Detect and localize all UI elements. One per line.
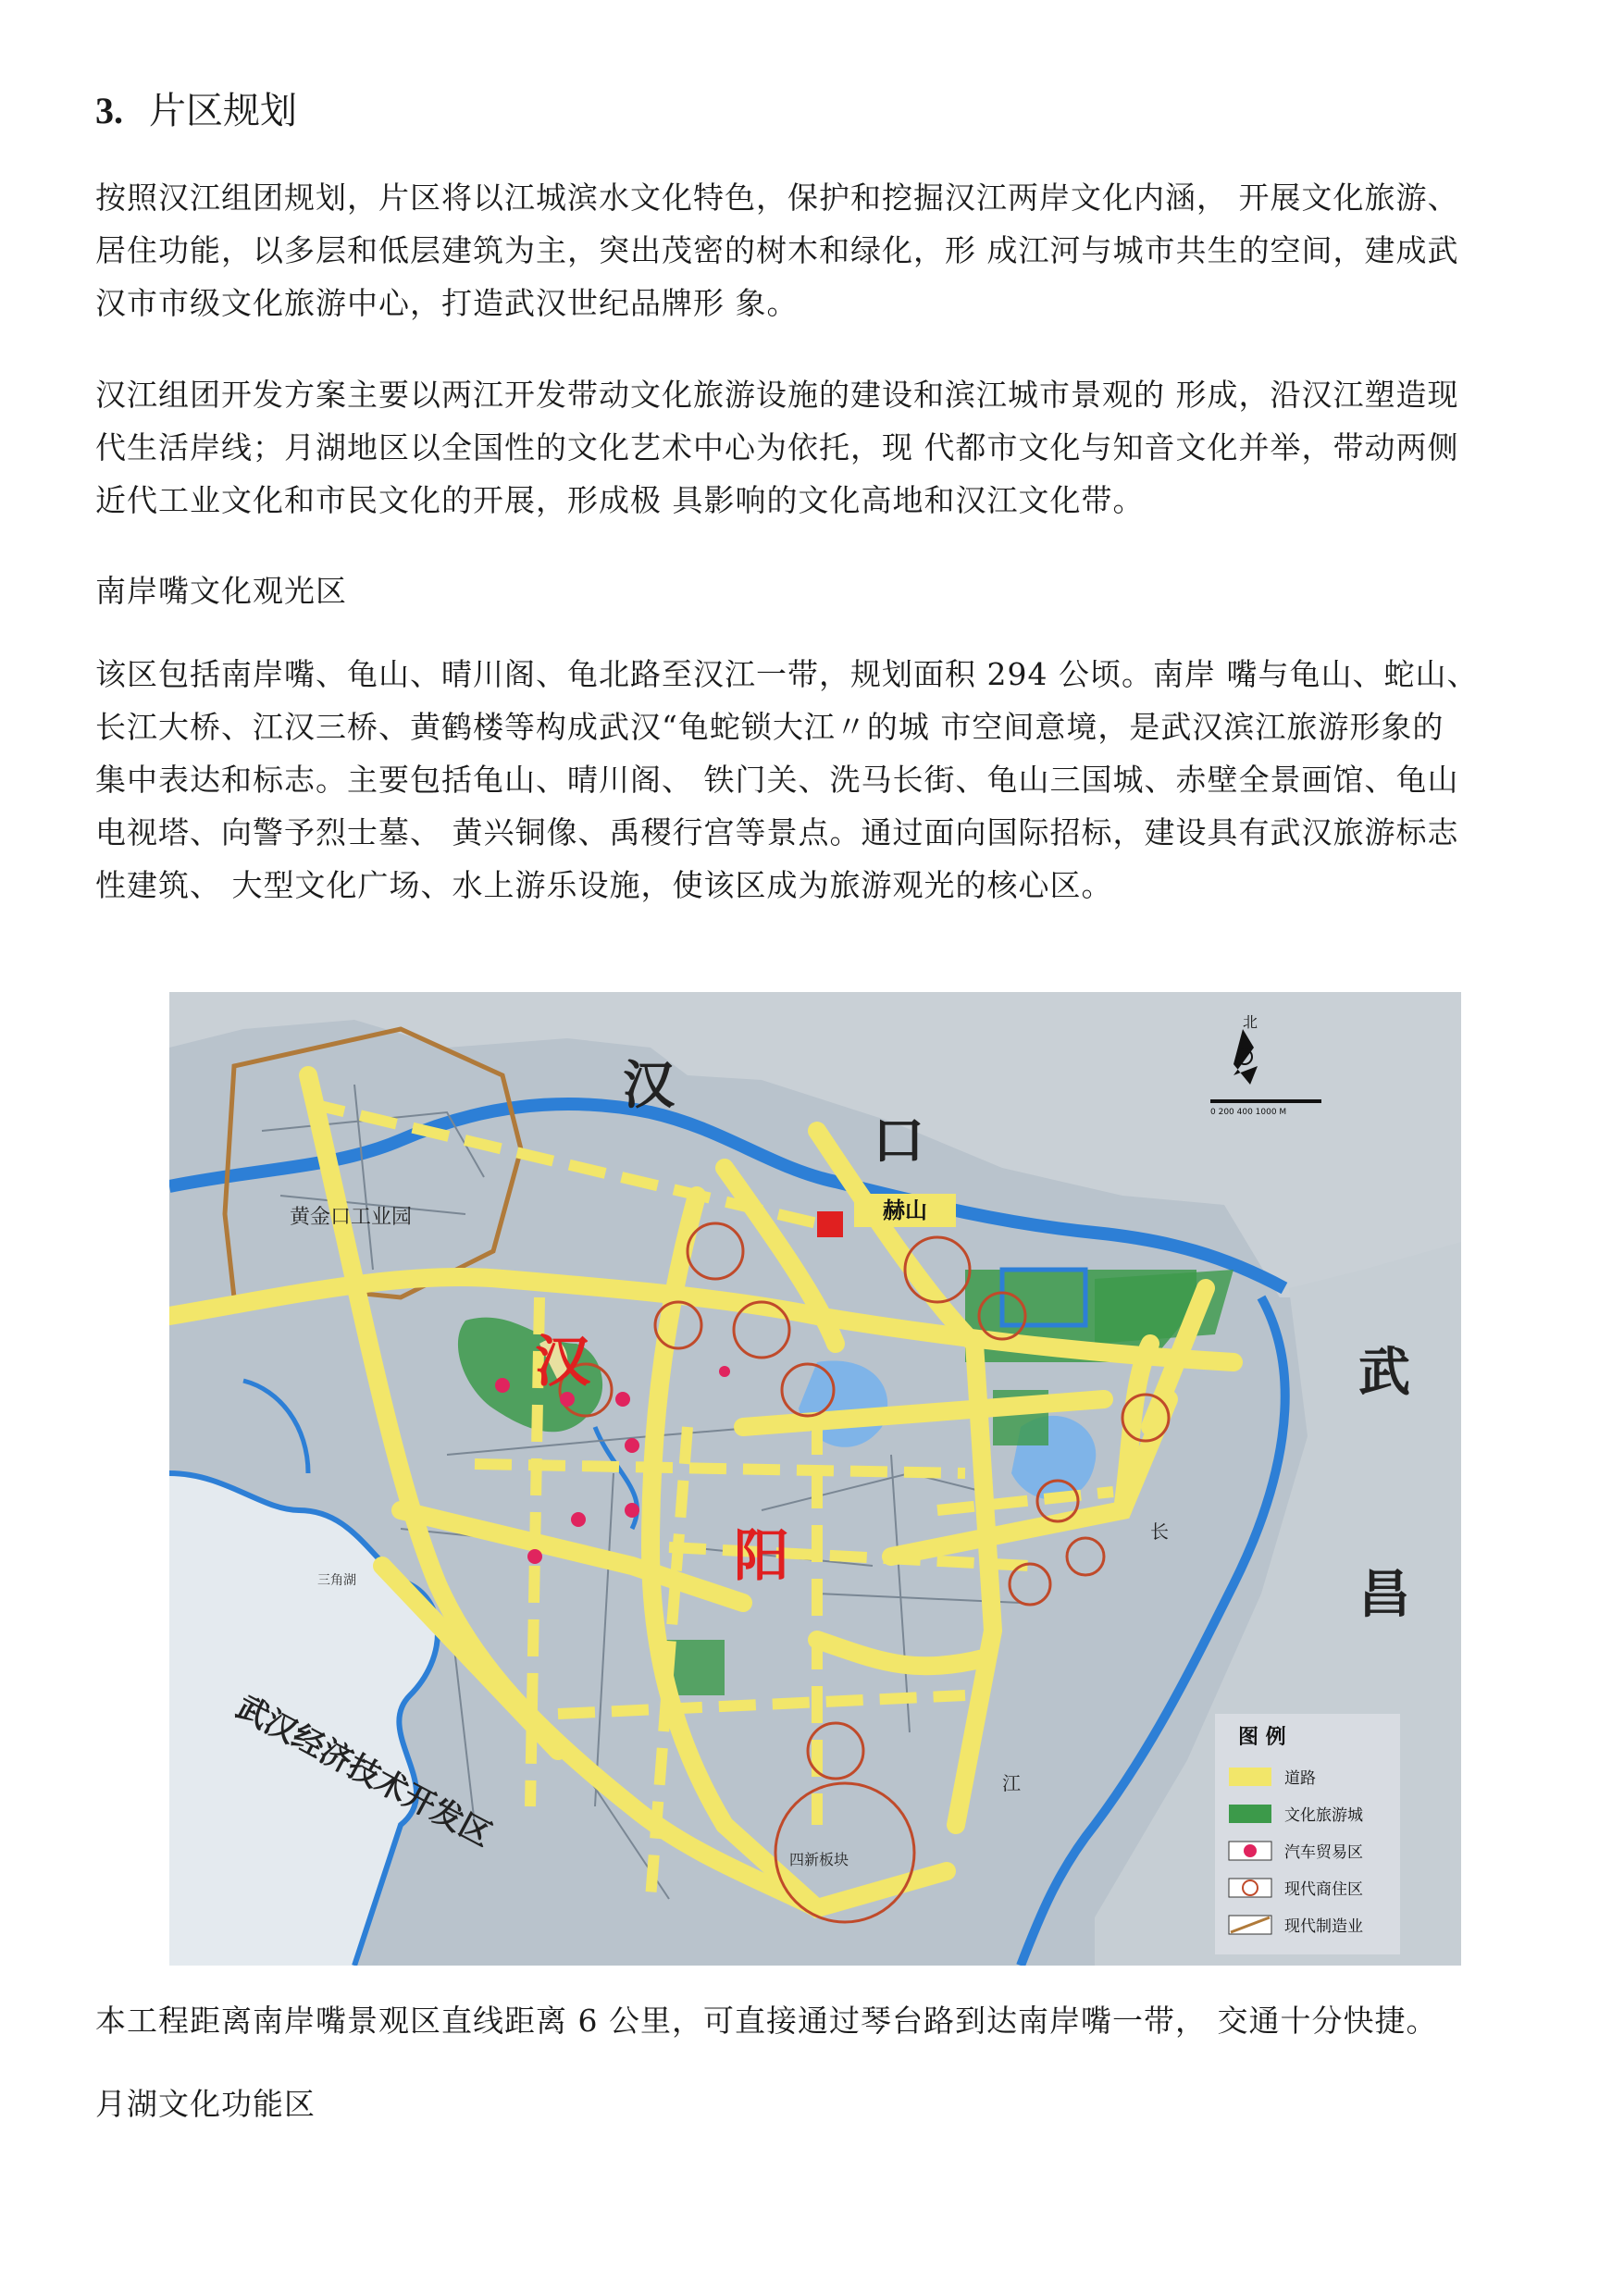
legend-item-auto [1229, 1842, 1363, 1862]
legend-mark-auto [1244, 1844, 1257, 1857]
planning-map [169, 992, 1461, 1966]
map-north-label: 北 [1243, 1013, 1258, 1031]
map-label-sanjiao: 三角湖 [317, 1573, 356, 1588]
text-line: 性建筑、 大型文化广场、水上游乐设施，使该区成为旅游观光的核心区。 [95, 867, 1113, 903]
map-label-hanyang-2: 阳 [734, 1524, 789, 1589]
map-label-chang: 长 [1150, 1520, 1169, 1543]
legend-label-commerce: 现代商住区 [1284, 1880, 1363, 1899]
legend-label-industry: 现代制造业 [1284, 1917, 1363, 1936]
text-line: 长江大桥、江汉三桥、黄鹤楼等构成武汉“龟蛇锁大江〃的城 市空间意境，是武汉滨江旅游形象的 [95, 709, 1444, 745]
text-line: 本工程距离南岸嘴景观区直线距离 6 公里，可直接通过琴台路到达南岸嘴一带， 交通十分快捷。 [95, 2003, 1438, 2039]
legend-label-road: 道路 [1284, 1769, 1316, 1788]
map-green-area [1095, 1270, 1233, 1344]
map-heshan-marker [817, 1211, 843, 1237]
text-line: 该区包括南岸嘴、龟山、晴川阁、龟北路至汉江一带，规划面积 294 公顷。南岸 嘴与龟山、蛇山、 [95, 656, 1479, 692]
map-label-wuchang-1: 武 [1358, 1343, 1410, 1403]
paragraph-distance [95, 1994, 1539, 2047]
subheading-text: 南岸嘴文化观光区 [95, 573, 347, 609]
map-label-hanyang-1: 汉 [535, 1330, 590, 1395]
legend-item-culture [1229, 1805, 1363, 1825]
legend-item-commerce [1229, 1879, 1363, 1899]
text-line: 汉市市级文化旅游中心，打造武汉世纪品牌形 象。 [95, 285, 799, 321]
subheading-text: 月湖文化功能区 [95, 2086, 316, 2122]
map-label-hankou-1: 汉 [623, 1056, 675, 1116]
paragraph-nananzui [95, 648, 1539, 912]
map-label-jiang: 江 [1002, 1772, 1021, 1794]
map-label-heshan: 赫山 [883, 1197, 927, 1223]
map-scale-label: 0 200 400 1000 M [1210, 1108, 1287, 1117]
text-line: 集中表达和标志。主要包括龟山、晴川阁、 铁门关、洗马长街、龟山三国城、赤壁全景画馆、龟山 [95, 762, 1459, 798]
map-label-wuchang-2: 昌 [1358, 1565, 1410, 1625]
legend-label-auto: 汽车贸易区 [1284, 1843, 1363, 1862]
section-title: 片区规划 [149, 90, 297, 132]
legend-swatch-culture [1229, 1805, 1271, 1823]
map-label-hankou-2: 口 [873, 1111, 924, 1172]
map-label-kaifaqu: 武汉经济技术开发区 [229, 1688, 498, 1855]
planning-map-svg [169, 992, 1461, 1966]
text-line: 汉江组团开发方案主要以两江开发带动文化旅游设施的建设和滨江城市景观的 形成，沿汉江塑造现 [95, 377, 1459, 413]
text-line: 近代工业文化和市民文化的开展，形成极 具影响的文化高地和汉江文化带。 [95, 482, 1145, 518]
subheading-yuehu [95, 2078, 1539, 2130]
map-legend [1215, 1714, 1400, 1954]
legend-title: 图 例 [1238, 1726, 1286, 1749]
text-line: 居住功能，以多层和低层建筑为主，突出茂密的树木和绿化，形 成江河与城市共生的空间，建成武 [95, 232, 1459, 268]
legend-item-industry [1229, 1916, 1363, 1936]
section-number: 3. [95, 90, 123, 131]
legend-swatch-road [1229, 1768, 1271, 1786]
paragraph-development [95, 368, 1539, 527]
text-line: 按照汉江组团规划，片区将以江城滨水文化特色，保护和挖掘汉江两岸文化内涵， 开展文化旅游、 [95, 180, 1459, 216]
legend-label-culture: 文化旅游城 [1284, 1806, 1363, 1825]
map-label-sixin: 四新板块 [789, 1851, 849, 1868]
section-heading [95, 81, 297, 134]
map-label-huangjinkou: 黄金口工业园 [290, 1206, 413, 1229]
paragraph-planning [95, 171, 1539, 329]
text-line: 电视塔、向警予烈士墓、 黄兴铜像、禹稷行宫等景点。通过面向国际招标，建设具有武汉旅游标志 [95, 814, 1459, 850]
text-line: 代生活岸线；月湖地区以全国性的文化艺术中心为依托，现 代都市文化与知音文化并举，带动两侧 [95, 429, 1459, 465]
subheading-nananzui [95, 564, 1539, 617]
